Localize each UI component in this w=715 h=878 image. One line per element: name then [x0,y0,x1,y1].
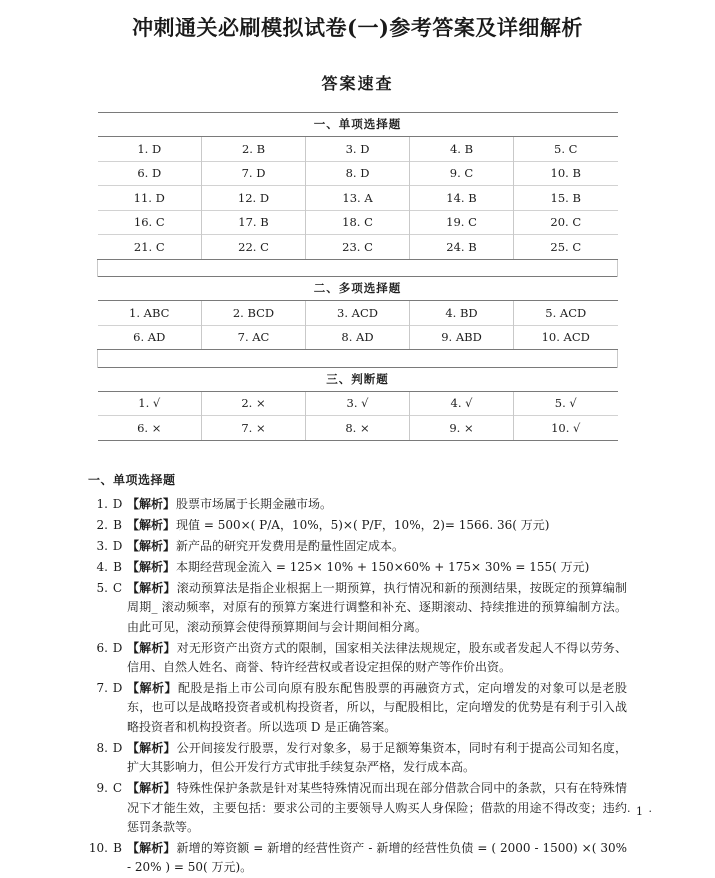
answer-cell: 10. √ [514,416,618,441]
answer-cell: 5. √ [514,391,618,416]
explanation-tag: 【解析】 [127,538,176,553]
answer-cell: 6. D [98,161,202,186]
explanation-body [127,495,627,514]
answer-table [97,112,618,441]
explanation-number: 2. [96,517,108,532]
answer-cell: 8. AD [306,325,410,350]
table-spacer [98,259,618,277]
table-row [98,210,618,235]
explanation-item [88,739,627,778]
explanation-text: 配股是指上市公司向原有股东配售股票的再融资方式，定向增发的对象可以是老股东，也可以是战略投资者或机构投资者，所以，与配股相比，定向增发的优势是有利于引入战略投资者和机构投资者。所以选项 D 是正确答案。 [127,680,627,734]
explanation-body [127,516,627,535]
page-number-footer: · 1 · [627,805,653,818]
explanation-answer-letter: C [112,781,123,796]
explanation-answer-letter: D [112,680,123,695]
explanation-body [127,839,627,878]
explanation-item [88,579,627,637]
table-row [98,235,618,260]
document-page [0,13,715,875]
answer-cell: 9. ABD [410,325,514,350]
explanation-tag: 【解析】 [127,781,176,796]
explanations-section [0,471,715,878]
explanation-answer-letter: B [113,840,122,855]
explanations-heading: 一、单项选择题 [88,472,176,487]
explanation-answer-letter: D [112,538,123,553]
table-spacer [98,350,618,368]
quick-answer-section-title: 答案速查 [321,74,394,94]
answer-group-header [98,113,618,137]
answer-cell: 8. × [306,416,410,441]
answer-cell: 6. × [98,416,202,441]
explanation-item [88,839,627,878]
explanation-number: 10. [88,840,108,855]
answer-cell: 3. ACD [306,301,410,326]
answer-cell: 9. × [410,416,514,441]
table-row [98,137,618,162]
answer-cell: 5. C [514,137,618,162]
explanation-answer-letter: B [113,517,122,532]
answer-cell: 22. C [202,235,306,260]
answer-summary-table [97,112,618,441]
answer-cell: 25. C [514,235,618,260]
answer-cell: 20. C [514,210,618,235]
explanation-item [88,639,627,678]
answer-cell: 13. A [306,186,410,211]
explanation-text: 滚动预算法是指企业根据上一期预算，执行情况和新的预测结果，按既定的预算编制周期_ 滚动频率，对原有的预算方案进行调整和补充、逐期滚动、持续推进的预算编制方法。由此可见，滚动预算会使得预算期间与会计期间相分离。 [127,580,627,634]
answer-cell: 5. ACD [514,301,618,326]
explanation-text: 本期经营现金流入 = 125× 10% + 150×60% + 175× 30% = 155( 万元) [176,559,590,574]
answer-cell: 7. × [202,416,306,441]
explanation-body [127,679,627,737]
explanation-list [88,495,627,878]
explanation-answer-letter: D [112,740,123,755]
page-title: 冲刺通关必刷模拟试卷(一)参考答案及详细解析 [132,15,583,40]
explanation-body [127,579,627,637]
answer-group-header-label: 三、判断题 [98,367,618,391]
explanation-body [127,537,627,556]
table-spacer-cell [98,350,618,368]
explanation-item [88,679,627,737]
answer-cell: 10. ACD [514,325,618,350]
explanation-item [88,495,627,514]
answer-cell: 1. ABC [98,301,202,326]
answer-cell: 2. BCD [202,301,306,326]
answer-cell: 18. C [306,210,410,235]
answer-cell: 7. D [202,161,306,186]
explanation-text: 特殊性保护条款是针对某些特殊情况而出现在部分借款合同中的条款，只有在特殊情况下才能生效，主要包括：要求公司的主要领导人购买人身保险；借款的用途不得改变；违约惩罚条款等。 [127,781,627,834]
explanation-item [88,516,627,535]
explanation-text: 现值 = 500×( P/A，10%，5)×( P/F，10%，2)= 1566. 36( 万元) [176,517,550,532]
answer-group-header [98,277,618,301]
table-row [98,161,618,186]
explanation-item [88,779,627,837]
explanation-body [127,779,627,837]
explanation-tag: 【解析】 [127,517,176,532]
answer-cell: 14. B [410,186,514,211]
answer-cell: 3. D [306,137,410,162]
explanation-answer-letter: C [112,580,123,595]
explanation-text: 新产品的研究开发费用是酌量性固定成本。 [176,538,405,553]
explanation-answer-letter: D [112,496,123,511]
explanation-tag: 【解析】 [127,580,176,595]
answer-cell: 11. D [98,186,202,211]
answer-cell: 17. B [202,210,306,235]
table-row [98,186,618,211]
answer-cell: 4. BD [410,301,514,326]
answer-group-header [98,367,618,391]
explanation-answer-letter: B [113,559,122,574]
answer-cell: 1. D [98,137,202,162]
explanation-body [127,558,627,577]
explanation-tag: 【解析】 [127,496,176,511]
explanation-tag: 【解析】 [127,680,177,695]
answer-cell: 24. B [410,235,514,260]
answer-cell: 19. C [410,210,514,235]
explanation-text: 股票市场属于长期金融市场。 [176,496,333,511]
answer-cell: 21. C [98,235,202,260]
answer-cell: 2. × [202,391,306,416]
answer-cell: 23. C [306,235,410,260]
answer-group-header-label: 二、多项选择题 [98,277,618,301]
explanation-tag: 【解析】 [127,559,176,574]
explanation-number: 1. [96,496,108,511]
explanation-text: 公开间接发行股票，发行对象多，易于足额筹集资本，同时有利于提高公司知名度，扩大其影响力，但公开发行方式审批手续复杂严格，发行成本高。 [127,740,627,775]
explanation-number: 4. [96,559,108,574]
answer-cell: 6. AD [98,325,202,350]
answer-cell: 4. B [410,137,514,162]
explanation-tag: 【解析】 [127,740,176,755]
explanation-text: 新增的筹资额 = 新增的经营性资产 - 新增的经营性负债 = ( 2000 - 1500) ×( 30% - 20% ) = 50( 万元)。 [127,840,627,875]
answer-cell: 2. B [202,137,306,162]
explanation-number: 8. [96,740,108,755]
answer-cell: 8. D [306,161,410,186]
table-spacer-cell [98,259,618,277]
answer-group-header-label: 一、单项选择题 [98,113,618,137]
explanation-number: 7. [96,680,108,695]
answer-cell: 12. D [202,186,306,211]
answer-cell: 3. √ [306,391,410,416]
table-row [98,416,618,441]
explanation-tag: 【解析】 [127,640,176,655]
explanation-body [127,739,627,778]
table-row [98,301,618,326]
explanation-number: 9. [96,781,108,796]
answer-cell: 10. B [514,161,618,186]
answer-cell: 16. C [98,210,202,235]
explanation-number: 6. [96,640,108,655]
answer-cell: 4. √ [410,391,514,416]
answer-cell: 7. AC [202,325,306,350]
explanation-item [88,558,627,577]
explanation-answer-letter: D [112,640,123,655]
answer-cell: 1. √ [98,391,202,416]
table-row [98,391,618,416]
explanation-item [88,537,627,556]
explanation-text: 对无形资产出资方式的限制，国家相关法律法规规定，股东或者发起人不得以劳务、信用、自然人姓名、商誉、特许经营权或者设定担保的财产等作价出资。 [127,640,627,674]
answer-cell: 15. B [514,186,618,211]
table-row [98,325,618,350]
explanation-number: 5. [96,580,108,595]
answer-cell: 9. C [410,161,514,186]
explanation-tag: 【解析】 [127,840,176,855]
explanation-body [127,639,627,678]
explanation-number: 3. [96,538,108,553]
